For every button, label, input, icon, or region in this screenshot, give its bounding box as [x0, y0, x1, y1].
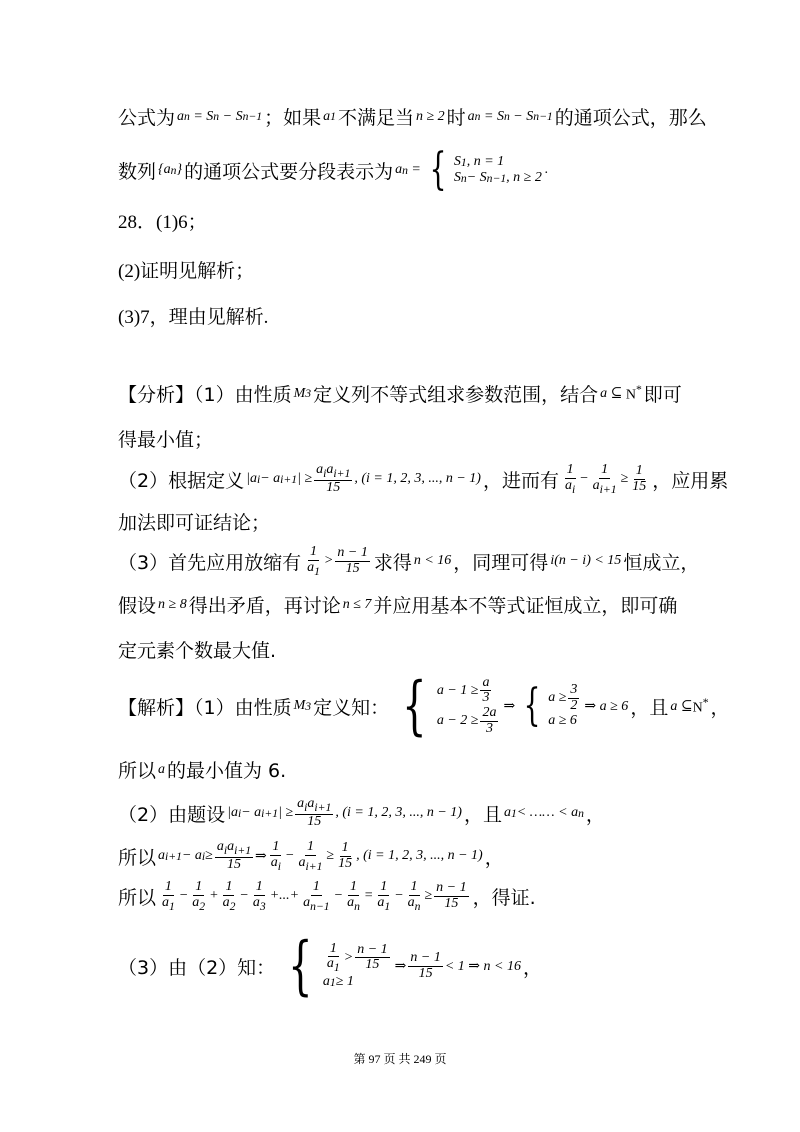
text-segment: 的通项公式，那么 — [554, 107, 707, 129]
formula-a-subset-n: a ⊆ N* — [670, 695, 709, 716]
solution-line-6 — [118, 929, 542, 1003]
text-segment: 得出矛盾，再讨论 — [188, 595, 341, 617]
formula-a: a — [158, 761, 166, 777]
text-segment: 【解析】（1）由性质 — [118, 696, 292, 719]
analysis-line-1 — [118, 380, 682, 407]
text-segment: 的通项公式要分段表示为 — [184, 160, 394, 183]
text-segment: （3）由（2）知： — [118, 956, 276, 979]
text-segment: 公式为 — [118, 107, 176, 129]
analysis-line-3 — [118, 463, 728, 496]
text-segment: 的最小值为 6. — [167, 760, 287, 782]
formula-scaling: $\frac{1}{a_1}$ > $\frac{n - 1}{15}$ — [307, 544, 368, 578]
formula-a1: a 1 — [323, 108, 336, 124]
text-segment: 所以 — [118, 886, 157, 909]
text-segment: 求得 — [373, 551, 412, 574]
text-line-2 — [118, 144, 550, 195]
formula-i-n-i: i(n − i) < 15 — [550, 553, 622, 569]
solution-line-3 — [118, 797, 605, 830]
text-segment: 即可 — [643, 384, 682, 406]
formula-diff-chain: a i+1 − a i ≥ $\frac{a_ia_{i+1}}{15}$ ⇒ $\frac{1}{a_i}$ − $\frac{1}{a_{i+1}}$ ≥ $\frac{1}{15}$ , (i = 1, 2, 3, ..., n − 1) — [158, 839, 483, 873]
text-segment: 不满足当 — [337, 107, 414, 129]
text-segment: ，且 — [463, 803, 502, 826]
analysis-line-5 — [118, 545, 699, 578]
formula-seq-an: {a n } — [158, 162, 183, 177]
formula-piecewise-an: a n = { S 1 , n = 1 S n − S n−1 , n ≥ 2 . — [395, 144, 549, 195]
text-segment: 数列 — [118, 160, 157, 183]
answer-28-2: (2)证明见解析； — [118, 261, 255, 282]
text-segment: 定义知： — [313, 696, 390, 719]
text-segment: ， — [710, 696, 730, 719]
analysis-line-4: 加法即可证结论； — [118, 512, 271, 534]
text-segment: 并应用基本不等式证恒成立，即可确 — [373, 595, 678, 617]
formula-reciprocal-diff: $\frac{1}{a_i}$ − $\frac{1}{a_{i+1}}$ ≥ $\frac{1}{15}$ — [564, 462, 647, 496]
text-segment: ，同理可得 — [453, 551, 549, 574]
formula-definition-ineq: |a i − a i+1 | ≥ $\frac{a_ia_{i+1}}{15}$ , (i = 1, 2, 3, ..., n − 1) — [246, 462, 481, 496]
solution-line-5 — [118, 880, 536, 913]
text-segment: ，应用累 — [652, 469, 729, 492]
solution-line-1 — [118, 669, 730, 743]
text-segment: ， — [484, 846, 504, 869]
answer-28-3: (3)7，理由见解析. — [118, 307, 269, 328]
analysis-line-2: 得最小值； — [118, 429, 214, 451]
formula-n-ge-2: n ≥ 2 — [415, 108, 445, 124]
formula-definition-ineq: |a i − a i+1 | ≥ $\frac{a_ia_{i+1}}{15}$ , (i = 1, 2, 3, ..., n − 1) — [227, 796, 462, 830]
text-segment: 定义列不等式组求参数范围，结合 — [313, 384, 599, 406]
formula-an-sn: a n = S n − S n−1 — [177, 108, 263, 124]
text-line-1 — [118, 103, 707, 130]
text-segment: ， — [585, 803, 605, 826]
text-segment: （3）首先应用放缩有 — [118, 551, 302, 574]
text-segment: ；如果 — [264, 107, 322, 129]
text-segment: 【分析】（1）由性质 — [118, 384, 292, 406]
text-segment: 时 — [446, 107, 466, 129]
formula-n-lt-16: n < 16 — [413, 553, 452, 569]
page-footer: 第 97 页 共 249 页 — [353, 1052, 447, 1066]
text-segment: ，且 — [630, 696, 669, 719]
text-segment: 恒成立， — [623, 551, 700, 574]
text-segment: 假设 — [118, 595, 157, 617]
formula-a-subset-n: a ⊆ N* — [600, 383, 642, 403]
text-segment: ， — [522, 956, 542, 979]
text-segment: ，进而有 — [482, 469, 559, 492]
answer-28-1: 28．(1)6； — [118, 212, 207, 233]
formula-increasing: a 1 < …… < a n — [503, 805, 584, 821]
text-segment: ，得证. — [472, 886, 536, 909]
formula-m3: M 3 — [293, 698, 312, 713]
analysis-line-7: 定元素个数最大值. — [118, 640, 277, 662]
text-segment: （2）由题设 — [118, 803, 226, 826]
text-segment: 所以 — [118, 760, 157, 782]
formula-n-le-7: n ≤ 7 — [342, 596, 372, 612]
text-segment: 所以 — [118, 846, 157, 869]
formula-n-ge-8: n ≥ 8 — [158, 596, 187, 612]
formula-an-sn-2: a n = S n − S n−1 — [467, 108, 553, 124]
solution-line-2 — [118, 756, 286, 783]
solution-line-4 — [118, 840, 504, 873]
text-segment: （2）根据定义 — [118, 469, 245, 492]
analysis-line-6 — [118, 591, 677, 618]
formula-telescoping-sum: $\frac{1}{a_1}$ − $\frac{1}{a_2}$ + $\frac{1}{a_2}$ − $\frac{1}{a_3}$ +...+ $\frac{1}{a_{n-1}}$ − $\frac{1}{a_n}$ = $\frac{1}{a_1}$ − $\frac{1}{a_n}$ ≥ $\frac{n - 1}{15}$ — [162, 879, 467, 913]
formula-system-a: { a − 1 ≥ $\frac{a}{3}$ a − 2 ≥ $\frac{2a}{3}$ ⇒ { a ≥ $\frac{3}{2}$ a ≥ 6 ⇒ a ≥ 6 — [402, 669, 629, 743]
formula-m3: M 3 — [293, 385, 312, 401]
formula-system-a1: { $\frac{1}{a_1}$ > $\frac{n - 1}{15}$ a 1 ≥ 1 ⇒ $\frac{n - 1}{15}$ < 1 ⇒ n < 16 — [288, 929, 521, 1003]
